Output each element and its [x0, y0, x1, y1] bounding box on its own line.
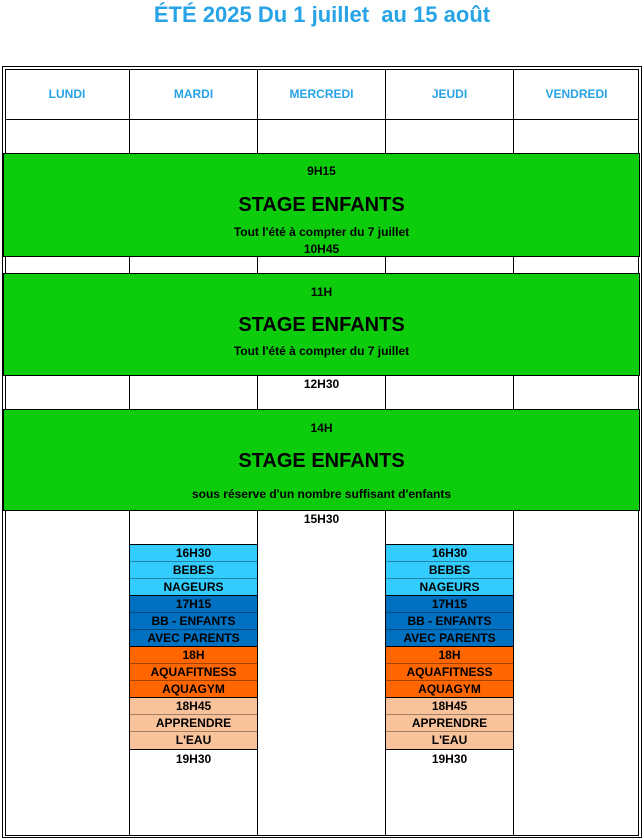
day-header-monday: LUNDI [48, 87, 86, 101]
time-label-15h30: 15H30 [303, 512, 340, 526]
session-line: BEBES [130, 562, 257, 579]
band-heading: STAGE ENFANTS [238, 314, 405, 336]
stage-band-morning-2 [3, 273, 640, 376]
time-label-19h30-tuesday: 19H30 [175, 752, 212, 766]
band-start-time: 11H [310, 285, 333, 299]
day-header-wednesday: MERCREDI [289, 87, 354, 101]
session-line: 16H30 [386, 545, 513, 562]
row-divider [5, 119, 639, 120]
session-line: APPRENDRE [130, 715, 257, 732]
session-bebes-nageurs-tuesday [129, 544, 258, 596]
session-line: 18H [386, 647, 513, 664]
band-subtitle: sous réserve d'un nombre suffisant d'enfants [191, 487, 452, 501]
session-line: 17H15 [130, 596, 257, 613]
session-line: AVEC PARENTS [147, 631, 240, 645]
band-subtitle: Tout l'été à compter du 7 juillet [233, 225, 410, 239]
session-line: AVEC PARENTS [403, 631, 496, 645]
session-line: NAGEURS [163, 580, 224, 594]
stage-band-morning-1 [3, 153, 640, 257]
session-line: BEBES [386, 562, 513, 579]
session-line: APPRENDRE [386, 715, 513, 732]
session-apprendre-tuesday [129, 697, 258, 750]
time-label-19h30-thursday: 19H30 [431, 752, 468, 766]
session-aquafitness-thursday [385, 646, 514, 698]
schedule-title: ÉTÉ 2025 Du 1 juillet au 15 août [153, 2, 491, 27]
stage-band-afternoon [3, 409, 640, 511]
band-heading: STAGE ENFANTS [238, 450, 405, 472]
band-end-time: 10H45 [303, 242, 340, 256]
session-line: BB - ENFANTS [130, 613, 257, 630]
session-line: AQUAGYM [418, 682, 481, 696]
session-line: 18H [130, 647, 257, 664]
session-bb-enfants-tuesday [129, 595, 258, 647]
session-apprendre-thursday [385, 697, 514, 750]
session-aquafitness-tuesday [129, 646, 258, 698]
day-header-tuesday: MARDI [173, 87, 214, 101]
band-start-time: 9H15 [307, 164, 336, 178]
session-line: 16H30 [130, 545, 257, 562]
session-bb-enfants-thursday [385, 595, 514, 647]
session-line: BB - ENFANTS [386, 613, 513, 630]
session-line: 18H45 [130, 698, 257, 715]
session-line: AQUAFITNESS [386, 664, 513, 681]
session-line: AQUAFITNESS [130, 664, 257, 681]
session-line: 18H45 [386, 698, 513, 715]
day-header-thursday: JEUDI [431, 87, 468, 101]
session-line: AQUAGYM [162, 682, 225, 696]
band-heading: STAGE ENFANTS [238, 194, 405, 216]
band-subtitle: Tout l'été à compter du 7 juillet [233, 344, 410, 358]
session-line: NAGEURS [419, 580, 480, 594]
session-line: L'EAU [431, 733, 468, 747]
session-line: 17H15 [386, 596, 513, 613]
session-bebes-nageurs-thursday [385, 544, 514, 596]
time-label-12h30: 12H30 [303, 377, 340, 391]
session-line: L'EAU [175, 733, 212, 747]
band-start-time: 14H [310, 421, 333, 435]
day-header-friday: VENDREDI [545, 87, 608, 101]
